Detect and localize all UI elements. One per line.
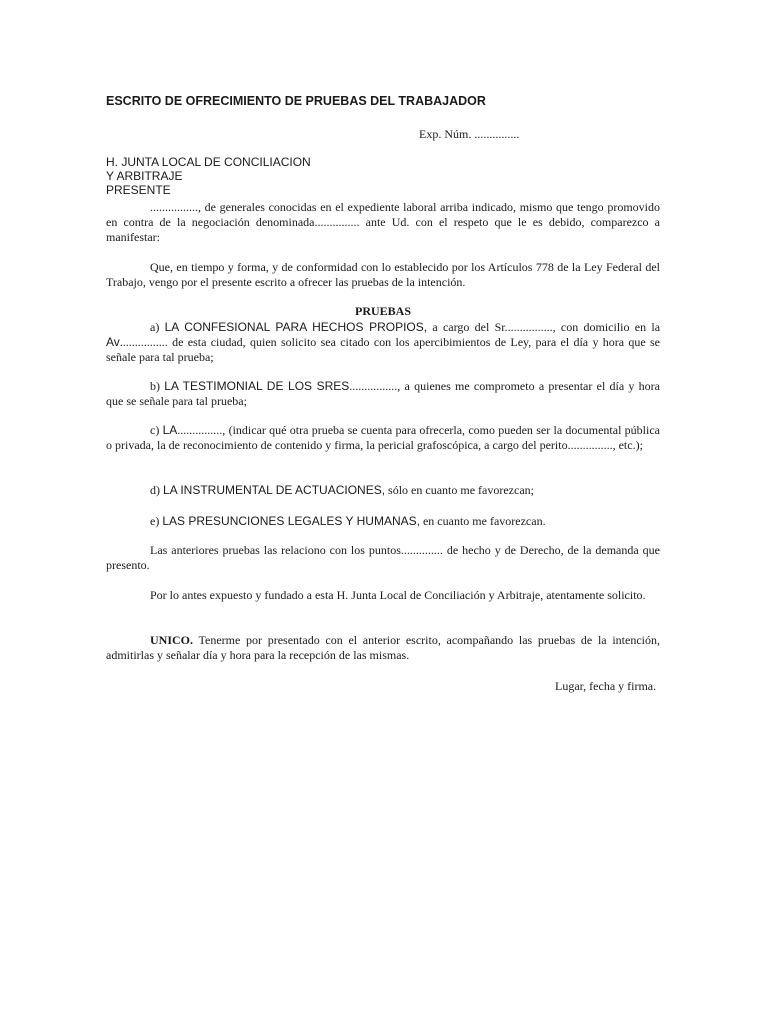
relacion-paragraph: Las anteriores pruebas las relaciono con los puntos.............. de hecho y de Derecho, de la demanda que presento.: [106, 543, 660, 572]
prueba-e-text: en cuanto me favorezcan.: [419, 514, 546, 528]
statement-paragraph: Que, en tiempo y forma, y de conformidad con lo establecido por los Artículos 778 de la Ley Federal del Trabajo, vengo por el presente escrito a ofrecer las pruebas de la intención.: [106, 260, 660, 289]
intro-paragraph: ................, de generales conocidas en el expediente laboral arriba indicado, mismo que tengo promovido en contra de la negociación denominada............... ante Ud. con el respeto que le es debido, comparezco a manifestar:: [106, 200, 660, 244]
unico-label: UNICO.: [150, 633, 194, 647]
document-title: ESCRITO DE OFRECIMIENTO DE PRUEBAS DEL TRABAJADOR: [106, 94, 486, 108]
pruebas-heading: PRUEBAS: [355, 304, 412, 318]
addressee-line-2: Y ARBITRAJE: [106, 169, 183, 183]
prueba-b-prefix: b): [150, 379, 165, 393]
prueba-a-prefix: a): [150, 320, 165, 334]
prueba-a-text: a cargo del Sr................, con domicilio en la: [427, 320, 661, 334]
addressee-line-3: PRESENTE: [106, 183, 171, 197]
prueba-a-title: LA CONFESIONAL PARA HECHOS PROPIOS,: [164, 320, 428, 334]
prueba-d-title: LA INSTRUMENTAL DE ACTUACIONES,: [163, 483, 386, 497]
prueba-e: [106, 514, 660, 529]
prueba-e-title: LAS PRESUNCIONES LEGALES Y HUMANAS,: [162, 514, 420, 528]
addressee-line-1: H. JUNTA LOCAL DE CONCILIACION: [106, 155, 311, 169]
prueba-a-av: Av: [106, 335, 120, 349]
unico-paragraph: [106, 633, 660, 663]
solicito-paragraph: Por lo antes expuesto y fundado a esta H. Junta Local de Conciliación y Arbitraje, atentamente solicito.: [150, 588, 646, 602]
prueba-b: [106, 379, 660, 409]
prueba-d-prefix: d): [150, 483, 163, 497]
prueba-c: [106, 423, 660, 453]
prueba-e-prefix: e): [150, 514, 163, 528]
prueba-b-text: ................, a quienes me comprometo a presentar el día y hora que se señale para tal prueba;: [106, 379, 660, 408]
prueba-b-title: LA TESTIMONIAL DE LOS SRES: [164, 379, 350, 393]
prueba-a: [106, 320, 660, 365]
prueba-d-text: sólo en cuanto me favorezcan;: [385, 483, 534, 497]
prueba-d: [106, 483, 660, 498]
prueba-c-title: LA: [162, 423, 178, 437]
prueba-c-text: ..............., (indicar qué otra prueba se cuenta para ofrecerla, como pueden ser la documental pública o privada, la de reconocimiento de contenido y firma, la pericial grafoscópica, a cargo del perito..............., etc.);: [106, 423, 660, 452]
unico-text: Tenerme por presentado con el anterior escrito, acompañando las pruebas de la intención, admitirlas y señalar día y hora para la recepción de las mismas.: [106, 633, 660, 662]
prueba-c-prefix: c): [150, 423, 163, 437]
prueba-a-text-2: ................ de esta ciudad, quien solicito sea citado con los apercibimientos de Ley, para el día y hora que se señale para tal prueba;: [106, 335, 660, 364]
expediente-number: Exp. Núm. ...............: [419, 127, 520, 141]
closing-signature-line: Lugar, fecha y firma.: [555, 679, 657, 693]
